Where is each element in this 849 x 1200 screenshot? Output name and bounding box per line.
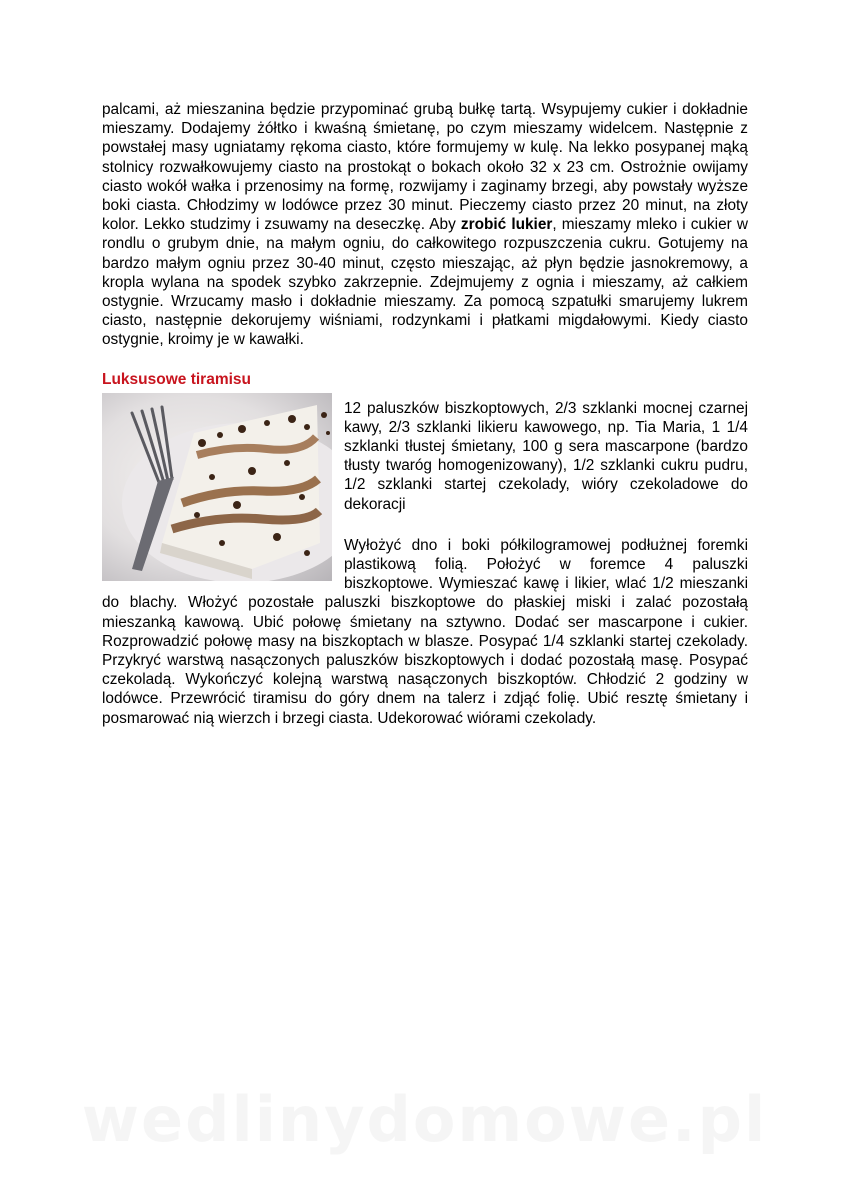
- tiramisu-photo: [102, 393, 332, 581]
- watermark: wedlinydomowe.pl: [81, 1083, 768, 1156]
- intro-text-after: , mieszamy mleko i cukier w rondlu o grubym dnie, na małym ogniu, do całkowitego rozpuszczenia cukru. Gotujemy na bardzo małym ogniu przez 30-40 minut, często mieszając, aż płyn będzie jasnokremowy, a kropla wylana na spodek szybko zakrzepnie. Zdejmujemy z ognia i mieszamy, aż całkiem ostygnie. Wrzucamy masło i dokładnie mieszamy. Za pomocą szpatułki smarujemy lukrem ciasto, następnie dekorujemy wiśniami, rodzynkami i płatkami migdałowymi. Kiedy ciasto ostygnie, kroimy je w kawałki.: [102, 216, 748, 349]
- ingredients-paragraph: 12 paluszków biszkoptowych, 2/3 szklanki mocnej czarnej kawy, 2/3 szklanki likieru kawowego, np. Tia Maria, 1 1/4 szklanki tłustej śmietany, 100 g sera mascarpone (bardzo tłusty twaróg homogenizowany), 1/2 szklanki cukru pudru, 1/2 szklanki startej czekolady, wióry czekoladowe do dekoracji: [344, 399, 748, 513]
- recipe-title: Luksusowe tiramisu: [102, 370, 252, 388]
- intro-paragraph: [102, 100, 748, 350]
- method-paragraph: Wyłożyć dno i boki półkilogramowej podłużnej foremki plastikową folią. Położyć w foremce 4 paluszki biszkoptowe. Wymieszać kawę i likier, wlać 1/2 mieszanki do blachy. Włożyć pozostałe paluszki biszkoptowe do płaskiej miski i zalać pozostałą mieszanką kawową. Ubić połowę śmietany na sztywno. Dodać ser mascarpone i cukier. Rozprowadzić połowę masy na biszkoptach w blasze. Posypać 1/4 szklanki startej czekolady. Przykryć warstwą nasączonych paluszków biszkoptowych i dodać pozostałą masę. Posypać czekoladą. Wykończyć kolejną warstwą nasączonych biszkoptów. Chłodzić 2 godziny w lodówce. Przewrócić tiramisu do góry dnem na talerz i zdjąć folię. Ubić resztę śmietany i posmarować nią wierzch i brzegi ciasta. Udekorować wiórami czekolady.: [102, 536, 748, 727]
- intro-text-before: palcami, aż mieszanina będzie przypominać grubą bułkę tartą. Wsypujemy cukier i dokładnie mieszamy. Dodajemy żółtko i kwaśną śmietanę, po czym mieszamy widelcem. Następnie z powstałej masy ugniatamy rękoma ciasto, które formujemy w kulę. Na lekko posypanej mąką stolnicy rozwałkowujemy ciasto na prostokąt o bokach około 32 x 23 cm. Ostrożnie owijamy ciasto wokół wałka i przenosimy na formę, rozwijamy i zaginamy brzegi, aby powstały wyższe boki ciasta. Chłodzimy w lodówce przez 30 minut. Pieczemy ciasto przez 20 minut, na złoty kolor. Lekko studzimy i zsuwamy na deseczkę. Aby: [102, 101, 748, 234]
- intro-bold-phrase: zrobić lukier: [460, 216, 553, 234]
- document-page: [102, 100, 748, 728]
